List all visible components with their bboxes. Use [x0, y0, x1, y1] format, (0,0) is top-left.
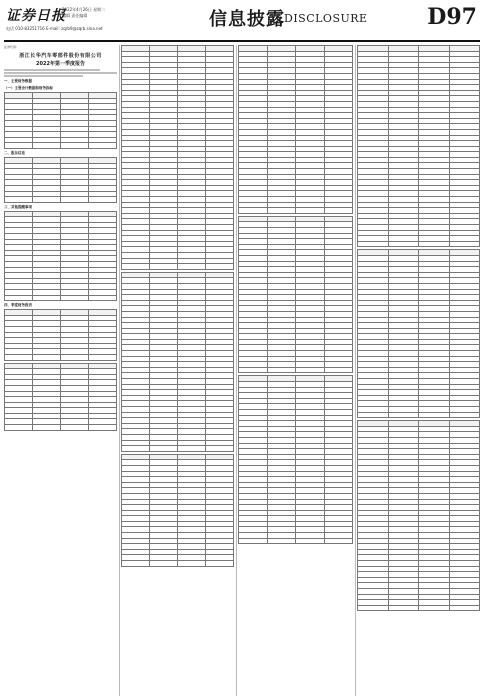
financial-table: [357, 420, 480, 611]
table-cell: [61, 425, 89, 431]
table-cell: [122, 561, 150, 567]
table-cell: [296, 208, 325, 214]
table-cell: [267, 367, 296, 373]
financial-tables: [357, 45, 480, 611]
financial-table: [4, 211, 117, 302]
section-heading: 四、季度财务报表: [4, 303, 32, 308]
report-title: 2022年第一季度报告: [36, 61, 85, 67]
financial-table: [238, 45, 353, 214]
table-cell: [388, 412, 419, 418]
financial-tables: [4, 92, 117, 431]
table-cell: [419, 412, 450, 418]
table-cell: [89, 143, 117, 149]
section-heading: 三、其他提醒事项: [4, 204, 32, 209]
table-cell: [324, 367, 353, 373]
table-cell: [239, 208, 268, 214]
column-divider: [355, 45, 356, 696]
table-cell: [150, 446, 178, 452]
column-3: [238, 45, 353, 696]
financial-table: [4, 157, 117, 203]
financial-table: [121, 272, 234, 452]
table-cell: [89, 354, 117, 360]
table-cell: [61, 354, 89, 360]
table-cell: [239, 367, 268, 373]
edition-info: [62, 7, 105, 19]
table-cell: [89, 425, 117, 431]
table-cell: [5, 354, 33, 360]
edition-line-2: 编辑 责任编辑: [62, 13, 88, 18]
table-cell: [122, 264, 150, 270]
table-cell: [358, 605, 389, 611]
table-cell: [296, 367, 325, 373]
table-cell: [150, 264, 178, 270]
table-cell: [61, 197, 89, 203]
table-row: [358, 605, 480, 611]
table-row: [122, 264, 234, 270]
table-row: [239, 208, 353, 214]
table-row: [5, 197, 117, 203]
table-cell: [449, 605, 480, 611]
financial-table: [357, 45, 480, 247]
newspaper-logo: 证券日报: [6, 8, 66, 24]
section-heading: 一、主要财务数据: [4, 79, 32, 83]
table-cell: [419, 241, 450, 247]
financial-tables: [238, 45, 353, 544]
section-title-zh: 信息披露: [209, 9, 285, 30]
table-cell: [33, 295, 61, 301]
column-4: [357, 45, 480, 696]
column-1: [4, 45, 117, 696]
text-line: [4, 72, 117, 74]
table-row: [358, 241, 480, 247]
table-cell: [296, 538, 325, 544]
table-cell: [89, 197, 117, 203]
company-name: 浙江长华汽车零部件股份有限公司: [19, 53, 102, 59]
table-cell: [388, 241, 419, 247]
edition-line-1: 2022年4月26日 星期二: [62, 7, 106, 12]
table-cell: [206, 561, 234, 567]
financial-table: [4, 92, 117, 149]
page-number: D97: [427, 4, 477, 30]
table-cell: [5, 143, 33, 149]
table-cell: [449, 412, 480, 418]
section-heading: （一）主要会计数据和财务指标: [4, 86, 53, 90]
table-cell: [178, 264, 206, 270]
table-cell: [33, 197, 61, 203]
financial-tables: [121, 45, 234, 567]
table-cell: [61, 295, 89, 301]
financial-table: [357, 249, 480, 418]
text-line: [4, 75, 83, 77]
table-cell: [206, 446, 234, 452]
financial-table: [4, 363, 117, 431]
table-cell: [324, 538, 353, 544]
table-cell: [33, 425, 61, 431]
table-cell: [388, 605, 419, 611]
table-cell: [206, 264, 234, 270]
table-cell: [324, 208, 353, 214]
table-row: [5, 425, 117, 431]
table-cell: [61, 143, 89, 149]
table-row: [5, 143, 117, 149]
table-cell: [150, 561, 178, 567]
table-cell: [89, 295, 117, 301]
table-row: [122, 561, 234, 567]
financial-table: [238, 375, 353, 544]
table-row: [5, 295, 117, 301]
table-row: [358, 412, 480, 418]
table-cell: [449, 241, 480, 247]
table-row: [239, 367, 353, 373]
table-cell: [267, 538, 296, 544]
section-heading: 二、股东信息: [4, 150, 25, 155]
table-row: [239, 538, 353, 544]
table-cell: [5, 295, 33, 301]
table-cell: [178, 446, 206, 452]
header-rule: [4, 40, 480, 42]
stock-code-note: 证券代码：: [4, 45, 20, 49]
table-row: [122, 446, 234, 452]
table-cell: [178, 561, 206, 567]
dateline: 电话 010-83251716 E-mail: zqrb9@zqrb.sina.net: [6, 26, 103, 31]
column-divider: [236, 45, 237, 696]
masthead: [4, 4, 480, 42]
table-cell: [122, 446, 150, 452]
table-cell: [358, 241, 389, 247]
column-2: [121, 45, 234, 696]
table-cell: [5, 197, 33, 203]
table-cell: [33, 354, 61, 360]
table-cell: [267, 208, 296, 214]
table-cell: [419, 605, 450, 611]
financial-table: [4, 309, 117, 360]
text-line: [4, 69, 100, 71]
table-cell: [358, 412, 389, 418]
financial-table: [238, 216, 353, 374]
table-cell: [239, 538, 268, 544]
table-row: [5, 354, 117, 360]
table-cell: [5, 425, 33, 431]
column-divider: [119, 45, 120, 696]
table-cell: [33, 143, 61, 149]
section-title-en: DISCLOSURE: [284, 12, 368, 25]
financial-table: [121, 454, 234, 567]
financial-table: [121, 45, 234, 270]
